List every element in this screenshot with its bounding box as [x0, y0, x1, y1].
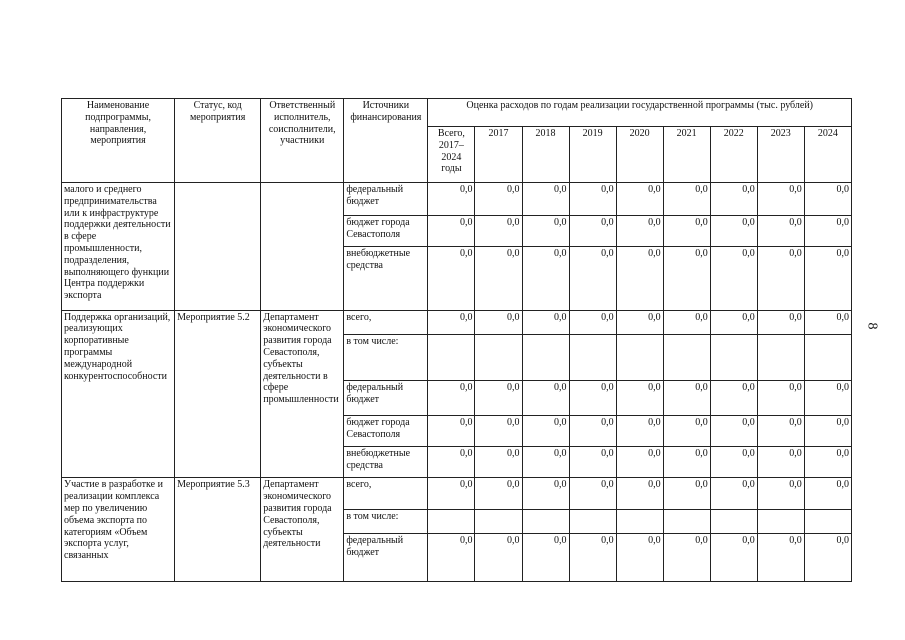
value-cell: 0,0	[616, 216, 663, 247]
table-row	[62, 183, 852, 216]
value-cell: 0,0	[710, 416, 757, 447]
group-responsible: Департамент экономического развития города Севастополя, субъекты деятельности в сфере промышленности	[261, 310, 344, 478]
value-cell	[569, 510, 616, 534]
value-cell: 0,0	[475, 446, 522, 478]
value-cell: 0,0	[569, 416, 616, 447]
value-cell: 0,0	[710, 446, 757, 478]
value-cell	[757, 510, 804, 534]
value-cell: 0,0	[710, 381, 757, 416]
value-cell: 0,0	[475, 534, 522, 582]
value-cell	[475, 334, 522, 380]
value-cell: 0,0	[569, 216, 616, 247]
value-cell	[757, 334, 804, 380]
header-name: Наименование подпрограммы, направления, мероприятия	[62, 99, 175, 183]
value-cell: 0,0	[428, 478, 475, 510]
value-cell: 0,0	[710, 478, 757, 510]
value-cell: 0,0	[522, 216, 569, 247]
value-cell: 0,0	[616, 446, 663, 478]
header-year: 2021	[663, 127, 710, 183]
funding-source: в том числе:	[344, 510, 428, 534]
value-cell: 0,0	[616, 310, 663, 334]
value-cell: 0,0	[616, 381, 663, 416]
value-cell: 0,0	[522, 183, 569, 216]
value-cell: 0,0	[428, 534, 475, 582]
value-cell: 0,0	[522, 310, 569, 334]
value-cell: 0,0	[804, 310, 851, 334]
value-cell: 0,0	[522, 534, 569, 582]
group-name: Поддержка организаций, реализующих корпоративные программы международной конкурентоспособности	[62, 310, 175, 478]
value-cell: 0,0	[569, 183, 616, 216]
value-cell	[663, 510, 710, 534]
value-cell: 0,0	[428, 381, 475, 416]
group-responsible	[261, 183, 344, 311]
budget-table	[61, 98, 852, 582]
header-year: 2018	[522, 127, 569, 183]
value-cell: 0,0	[616, 478, 663, 510]
value-cell: 0,0	[804, 446, 851, 478]
value-cell	[428, 334, 475, 380]
value-cell: 0,0	[475, 216, 522, 247]
value-cell: 0,0	[428, 446, 475, 478]
funding-source: внебюджетные средства	[344, 246, 428, 310]
value-cell: 0,0	[522, 246, 569, 310]
value-cell	[804, 334, 851, 380]
header-sources: Источники финансирования	[344, 99, 428, 183]
table-row	[62, 478, 852, 510]
value-cell: 0,0	[663, 534, 710, 582]
value-cell: 0,0	[522, 478, 569, 510]
group-responsible: Департамент экономического развития города Севастополя, субъекты деятельности	[261, 478, 344, 582]
value-cell	[710, 334, 757, 380]
value-cell: 0,0	[428, 310, 475, 334]
value-cell	[522, 334, 569, 380]
funding-source: всего,	[344, 478, 428, 510]
value-cell	[663, 334, 710, 380]
value-cell: 0,0	[616, 534, 663, 582]
header-year: 2022	[710, 127, 757, 183]
value-cell: 0,0	[757, 246, 804, 310]
value-cell: 0,0	[428, 216, 475, 247]
value-cell: 0,0	[569, 446, 616, 478]
value-cell: 0,0	[710, 534, 757, 582]
value-cell: 0,0	[616, 246, 663, 310]
header-status: Статус, код мероприятия	[175, 99, 261, 183]
value-cell	[475, 510, 522, 534]
value-cell: 0,0	[757, 416, 804, 447]
page-number: 8	[864, 322, 880, 330]
value-cell: 0,0	[757, 446, 804, 478]
value-cell: 0,0	[522, 381, 569, 416]
value-cell: 0,0	[663, 416, 710, 447]
group-status: Мероприятие 5.2	[175, 310, 261, 478]
funding-source: бюджет города Севастополя	[344, 416, 428, 447]
value-cell	[710, 510, 757, 534]
funding-source: федеральный бюджет	[344, 381, 428, 416]
value-cell: 0,0	[710, 246, 757, 310]
value-cell: 0,0	[428, 416, 475, 447]
value-cell	[804, 510, 851, 534]
header-estimate: Оценка расходов по годам реализации государственной программы (тыс. рублей)	[428, 99, 852, 127]
group-name: Участие в разработке и реализации комплекса мер по увеличению объема экспорта по категориям «Объем экспорта услуг, связанных	[62, 478, 175, 582]
value-cell	[569, 334, 616, 380]
value-cell	[616, 334, 663, 380]
value-cell: 0,0	[616, 183, 663, 216]
value-cell: 0,0	[569, 310, 616, 334]
value-cell: 0,0	[663, 446, 710, 478]
value-cell: 0,0	[804, 183, 851, 216]
header-responsible: Ответственный исполнитель, соисполнители, участники	[261, 99, 344, 183]
value-cell: 0,0	[757, 216, 804, 247]
value-cell: 0,0	[804, 381, 851, 416]
value-cell: 0,0	[522, 446, 569, 478]
value-cell: 0,0	[757, 381, 804, 416]
header-year: 2023	[757, 127, 804, 183]
value-cell: 0,0	[569, 478, 616, 510]
header-total: Всего, 2017–2024 годы	[428, 127, 475, 183]
value-cell: 0,0	[616, 416, 663, 447]
value-cell: 0,0	[710, 310, 757, 334]
value-cell: 0,0	[757, 183, 804, 216]
value-cell: 0,0	[757, 310, 804, 334]
funding-source: внебюджетные средства	[344, 446, 428, 478]
group-status	[175, 183, 261, 311]
value-cell: 0,0	[663, 478, 710, 510]
value-cell: 0,0	[804, 246, 851, 310]
header-year: 2017	[475, 127, 522, 183]
funding-source: бюджет города Севастополя	[344, 216, 428, 247]
value-cell: 0,0	[663, 216, 710, 247]
value-cell	[522, 510, 569, 534]
value-cell: 0,0	[569, 381, 616, 416]
value-cell: 0,0	[569, 534, 616, 582]
value-cell: 0,0	[663, 381, 710, 416]
funding-source: федеральный бюджет	[344, 534, 428, 582]
value-cell: 0,0	[475, 478, 522, 510]
value-cell	[616, 510, 663, 534]
value-cell: 0,0	[428, 183, 475, 216]
value-cell: 0,0	[804, 478, 851, 510]
value-cell: 0,0	[475, 246, 522, 310]
value-cell: 0,0	[804, 534, 851, 582]
value-cell: 0,0	[428, 246, 475, 310]
funding-source: федеральный бюджет	[344, 183, 428, 216]
funding-source: всего,	[344, 310, 428, 334]
value-cell: 0,0	[522, 416, 569, 447]
table-row	[62, 310, 852, 334]
header-year: 2019	[569, 127, 616, 183]
group-status: Мероприятие 5.3	[175, 478, 261, 582]
group-name: малого и среднего предпринимательства или к инфраструктуре поддержки деятельности в сфере промышленности, подразделения, выполняющего функции Центра поддержки экспорта	[62, 183, 175, 311]
value-cell: 0,0	[475, 381, 522, 416]
funding-source: в том числе:	[344, 334, 428, 380]
value-cell: 0,0	[475, 183, 522, 216]
header-year: 2020	[616, 127, 663, 183]
value-cell: 0,0	[804, 416, 851, 447]
value-cell: 0,0	[710, 183, 757, 216]
value-cell: 0,0	[757, 478, 804, 510]
value-cell	[428, 510, 475, 534]
value-cell: 0,0	[663, 183, 710, 216]
value-cell: 0,0	[804, 216, 851, 247]
value-cell: 0,0	[569, 246, 616, 310]
value-cell: 0,0	[475, 416, 522, 447]
header-year: 2024	[804, 127, 851, 183]
value-cell: 0,0	[475, 310, 522, 334]
value-cell: 0,0	[663, 246, 710, 310]
value-cell: 0,0	[757, 534, 804, 582]
value-cell: 0,0	[663, 310, 710, 334]
value-cell: 0,0	[710, 216, 757, 247]
